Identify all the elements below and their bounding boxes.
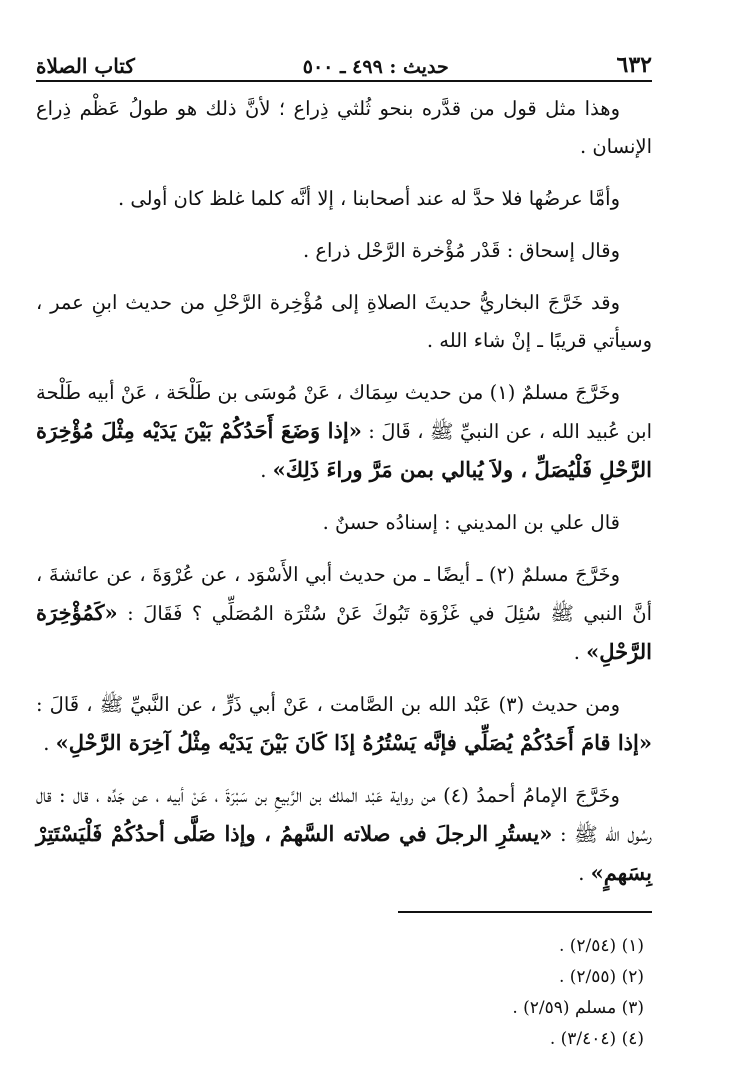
paragraph-text: قال علي بن المديني : إسنادُه حسنٌ .: [322, 511, 620, 534]
paragraph-text: وقال إسحاق : قَدْر مُؤْخرة الرَّحْل ذراع .: [302, 239, 620, 262]
paragraph: [36, 556, 652, 672]
paragraph: [36, 284, 652, 360]
paragraph-text: وقد خَرَّجَ البخاريُّ حديثَ الصلاةِ إلى مُؤْخِرة الرَّحْلِ من حديث ابنِ عمر ، وسيأتي قريبًا ـ إنْ شاء الله .: [36, 291, 652, 352]
paragraph: [36, 90, 652, 166]
hadith-quote: «إذا قامَ أَحَدُكُمْ يُصَلِّي فإنَّه يَسْتُرُهُ إذَا كَانَ بَيْنَ يَدَيْه مِثْلُ آخِرَة الرَّحْلِ»: [55, 730, 652, 755]
page-header: [36, 52, 652, 78]
paragraph-text: وهذا مثل قول من قدَّره بنحو ثُلثي ذِراع ؛ لأنَّ ذلك هو طولُ عَظْم ذِراع الإنسان .: [36, 97, 652, 158]
hadith-quote: «كَمُؤْخِرَة الرَّحْلِ»: [36, 600, 652, 664]
paragraph-text: ومن حديث (٣) عَبْد الله بن الصَّامت ، عَنْ أبي ذَرٍّ ، عن النَّبيِّ ﷺ ، قَالَ :: [36, 693, 620, 716]
footnote: (٣) مسلم (٢/٥٩) .: [512, 998, 644, 1018]
paragraph-text: .: [573, 641, 587, 664]
book-title: كتاب الصلاة: [36, 54, 135, 78]
paragraph-text: وخَرَّجَ الإمامُ أحمدُ (٤) من رواية عَبْد الملك بن الرَّبيعِ بن سَبْرَةَ ، عَنْ أبيه ، عن جَدِّه ، قال : قال رسُول الله ﷺ :: [36, 784, 652, 846]
hadith-range: حديث : ٤٩٩ ـ ٥٠٠: [302, 56, 449, 78]
paragraph-text: وأمَّا عرضُها فلا حدَّ له عند أصحابنا ، إلا أنَّه كلما غلظ كان أولى .: [117, 187, 620, 210]
footnotes: [36, 931, 652, 1055]
page-number: ٦٣٢: [616, 52, 652, 78]
paragraph-text: .: [260, 459, 273, 482]
hadith-quote: «إذا وَضَعَ أَحَدُكُمْ بَيْنَ يَدَيْه مِثْلَ مُؤْخِرَة الرَّحْلِ فَلْيُصَلِّ ، ولاَ يُبالي بمن مَرَّ وراءَ ذَلِكَ»: [36, 418, 652, 482]
header-rule: [36, 80, 652, 82]
footnote: (٤) (٣/٤٠٤) .: [549, 1029, 644, 1049]
paragraph-text: .: [578, 862, 591, 885]
paragraph: [36, 777, 652, 893]
paragraph: [36, 180, 652, 218]
paragraph-text: .: [43, 732, 56, 755]
paragraph: [36, 504, 652, 542]
paragraph: [36, 374, 652, 490]
footnote: (١) (٢/٥٤) .: [558, 936, 644, 956]
paragraph: [36, 232, 652, 270]
paragraph-text: وخَرَّجَ مسلمٌ (١) من حديث سِمَاك ، عَنْ مُوسَى بن طَلْحَة ، عَنْ أبيه طَلْحة ابن عُبيد الله ، عن النبيِّ ﷺ ، قَالَ :: [36, 381, 652, 443]
paragraph: [36, 686, 652, 763]
paragraph-text: وخَرَّجَ مسلمٌ (٢) ـ أيضًا ـ من حديث أبي الأَسْوَد ، عن عُرْوَةَ ، عن عائشةَ ، أنَّ النبي ﷺ سُئِلَ في غَزْوَة تَبُوكَ عَنْ سُتْرَة المُصَلِّي ؟ فَقَالَ :: [36, 563, 652, 625]
footnote-rule: [398, 911, 652, 913]
hadith-quote: «يستُرِ الرجلَ في صلاته السَّهمُ ، وإذا صَلَّى أحدُكُمْ فَلْيَسْتَتِرْ بِسَهمٍ»: [36, 821, 652, 885]
main-text: [36, 90, 652, 893]
footnote: (٢) (٢/٥٥) .: [558, 967, 644, 987]
